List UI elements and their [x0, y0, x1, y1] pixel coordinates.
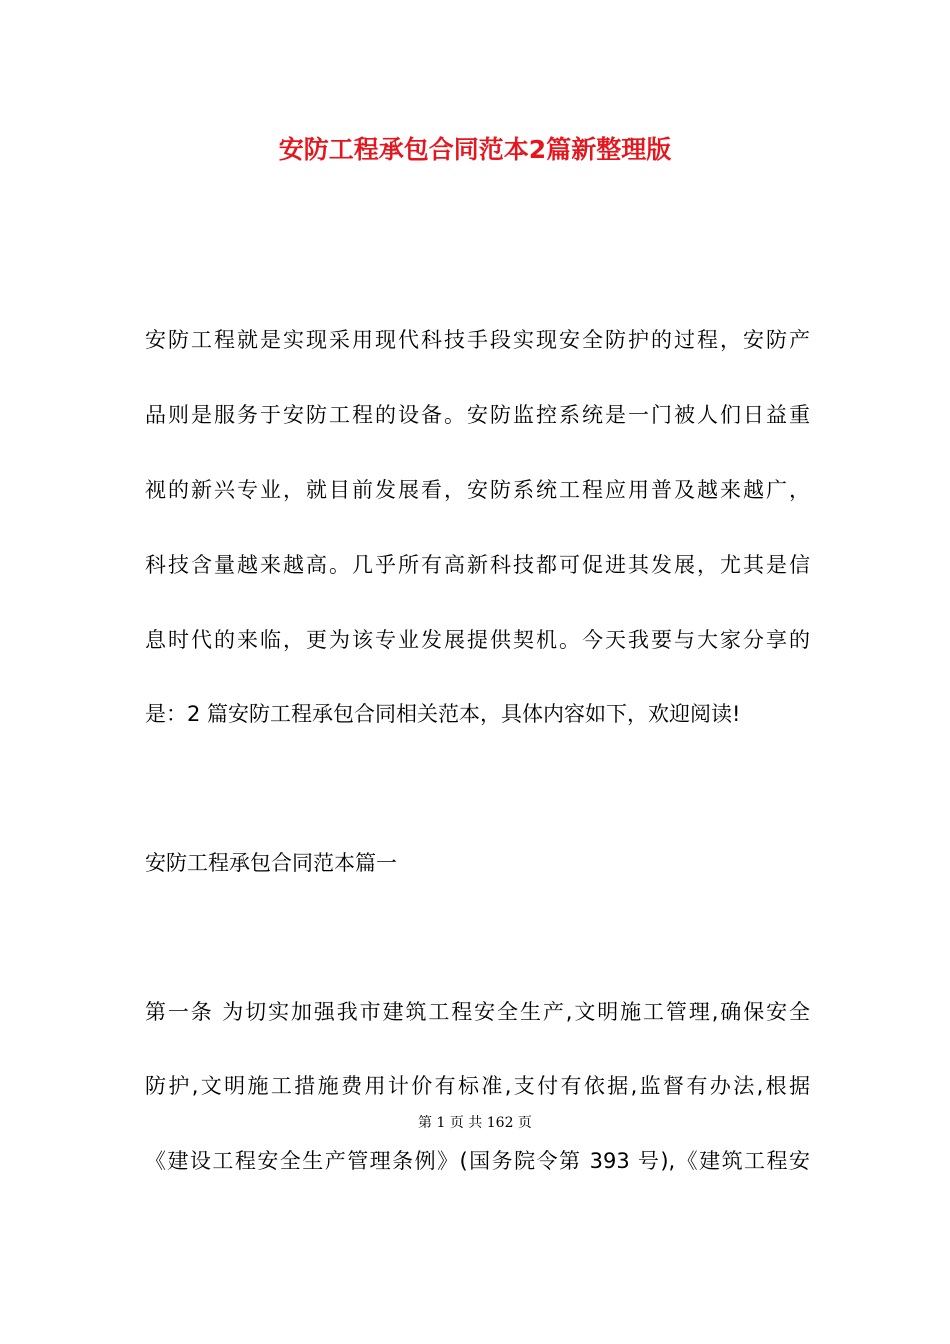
- article-line: 第一条 为切实加强我市建筑工程安全生产,文明施工管理,确保安全: [145, 1000, 810, 1024]
- intro-line: 视的新兴专业，就目前发展看，安防系统工程应用普及越来越广，: [145, 478, 810, 502]
- intro-line: 安防工程就是实现采用现代科技手段实现安全防护的过程，安防产: [145, 328, 810, 352]
- document-title: 安防工程承包合同范本2篇新整理版: [278, 135, 672, 164]
- intro-line: 息时代的来临，更为该专业发展提供契机。今天我要与大家分享的: [145, 628, 810, 652]
- intro-line: 品则是服务于安防工程的设备。安防监控系统是一门被人们日益重: [145, 403, 810, 427]
- article-line: 防护,文明施工措施费用计价有标准,支付有依据,监督有办法,根据: [145, 1074, 810, 1098]
- page-footer: 第 1 页 共 162 页: [418, 1115, 532, 1131]
- article-line: 《建设工程安全生产管理条例》(国务院令第 393 号),《建筑工程安: [145, 1149, 810, 1173]
- section-heading: 安防工程承包合同范本篇一: [145, 851, 397, 875]
- intro-line: 是：2 篇安防工程承包合同相关范本，具体内容如下，欢迎阅读!: [145, 702, 741, 726]
- intro-line: 科技含量越来越高。几乎所有高新科技都可促进其发展，尤其是信: [145, 553, 810, 577]
